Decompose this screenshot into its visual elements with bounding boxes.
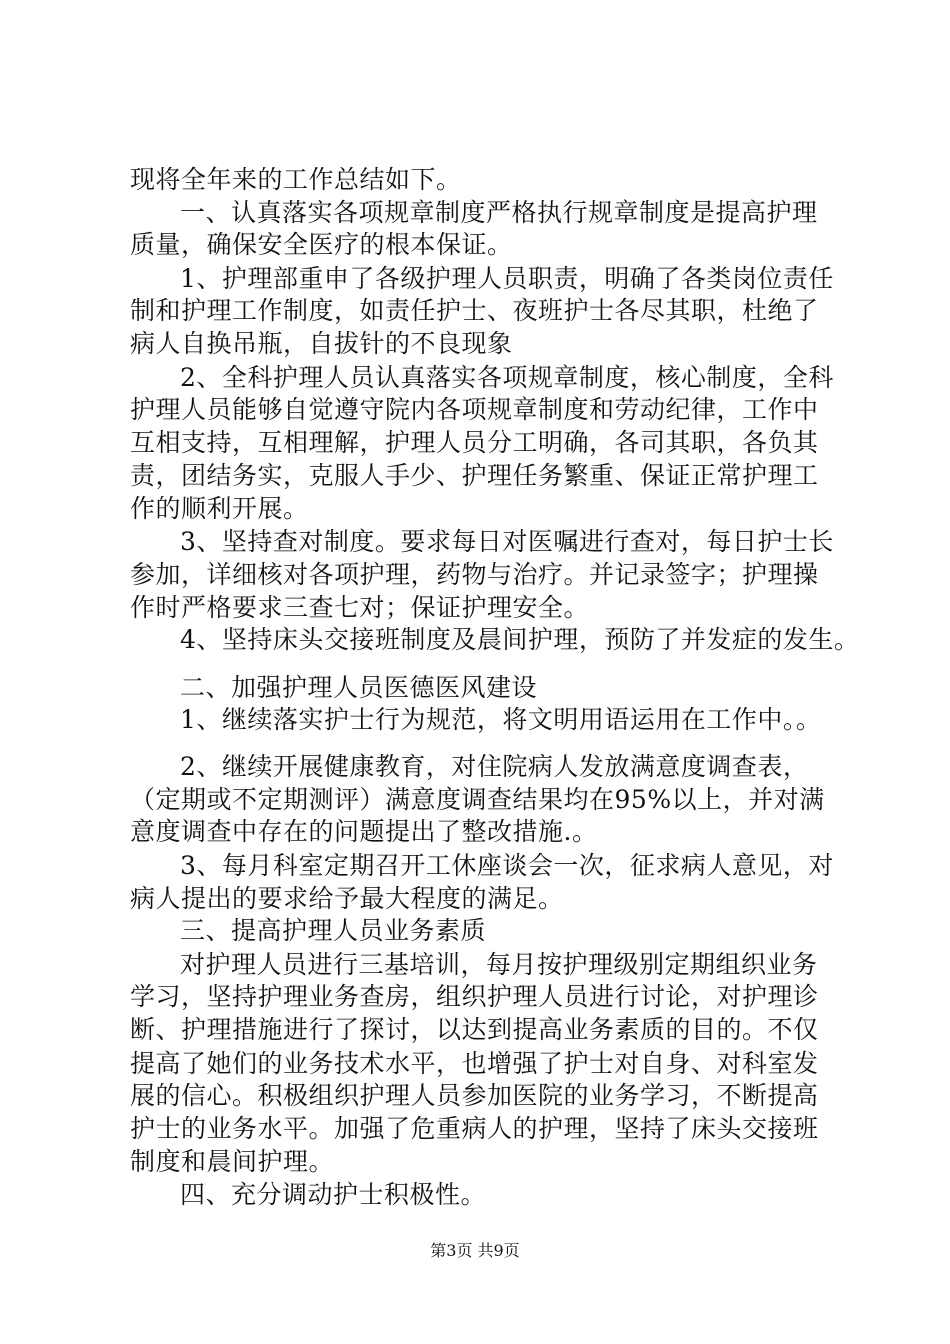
text-line: 对护理人员进行三基培训，每月按护理级别定期组织业务 <box>180 950 818 979</box>
text-line: 4、坚持床头交接班制度及晨间护理，预防了并发症的发生。 <box>180 625 860 654</box>
text-line: 病人提出的要求给予最大程度的满足。 <box>130 884 564 913</box>
text-line: 意度调查中存在的问题提出了整改措施.。 <box>130 817 598 846</box>
text-line: 制度和晨间护理。 <box>130 1147 335 1176</box>
text-line: 现将全年来的工作总结如下。 <box>130 165 462 194</box>
text-line: 1、护理部重申了各级护理人员职责，明确了各类岗位责任 <box>180 264 834 293</box>
text-line: 提高了她们的业务技术水平，也增强了护士对自身、对科室发 <box>130 1049 819 1078</box>
section-heading: 一、认真落实各项规章制度严格执行规章制度是提高护理 <box>180 198 818 227</box>
text-line: 病人自换吊瓶，自拔针的不良现象 <box>130 329 513 358</box>
text-line: 护理人员能够自觉遵守院内各项规章制度和劳动纪律，工作中 <box>130 395 819 424</box>
page-number: 第3页 共9页 <box>430 1241 520 1260</box>
section-heading: 二、加强护理人员医德医风建设 <box>180 673 538 702</box>
text-line: 作的顺利开展。 <box>130 494 309 523</box>
text-line: 断、护理措施进行了探讨，以达到提高业务素质的目的。不仅 <box>130 1015 819 1044</box>
text-line: 展的信心。积极组织护理人员参加医院的业务学习，不断提高 <box>130 1081 819 1110</box>
text-line: 参加，详细核对各项护理，药物与治疗。并记录签字；护理操 <box>130 560 819 589</box>
text-line: 2、全科护理人员认真落实各项规章制度，核心制度，全科 <box>180 363 834 392</box>
text-line: 2、继续开展健康教育，对住院病人发放满意度调查表， <box>180 752 809 781</box>
text-line: 1、继续落实护士行为规范，将文明用语运用在工作中。。 <box>180 705 822 734</box>
section-heading: 三、提高护理人员业务素质 <box>180 916 487 945</box>
text-line: 作时严格要求三查七对；保证护理安全。 <box>130 593 590 622</box>
text-line: 护士的业务水平。加强了危重病人的护理，坚持了床头交接班 <box>130 1114 819 1143</box>
text-line: 3、每月科室定期召开工休座谈会一次，征求病人意见，对 <box>180 851 834 880</box>
text-line: 制和护理工作制度，如责任护士、夜班护士各尽其职，杜绝了 <box>130 296 819 325</box>
text-line: 质量，确保安全医疗的根本保证。 <box>130 230 513 259</box>
text-line: 学习，坚持护理业务查房，组织护理人员进行讨论，对护理诊 <box>130 982 819 1011</box>
text-line: （定期或不定期测评）满意度调查结果均在95%以上，并对满 <box>130 785 825 814</box>
text-line: 3、坚持查对制度。要求每日对医嘱进行查对，每日护士长 <box>180 527 834 556</box>
section-heading: 四、充分调动护士积极性。 <box>180 1180 487 1209</box>
text-line: 互相支持，互相理解，护理人员分工明确，各司其职，各负其 <box>130 428 819 457</box>
text-line: 责，团结务实，克服人手少、护理任务繁重、保证正常护理工 <box>130 461 819 490</box>
